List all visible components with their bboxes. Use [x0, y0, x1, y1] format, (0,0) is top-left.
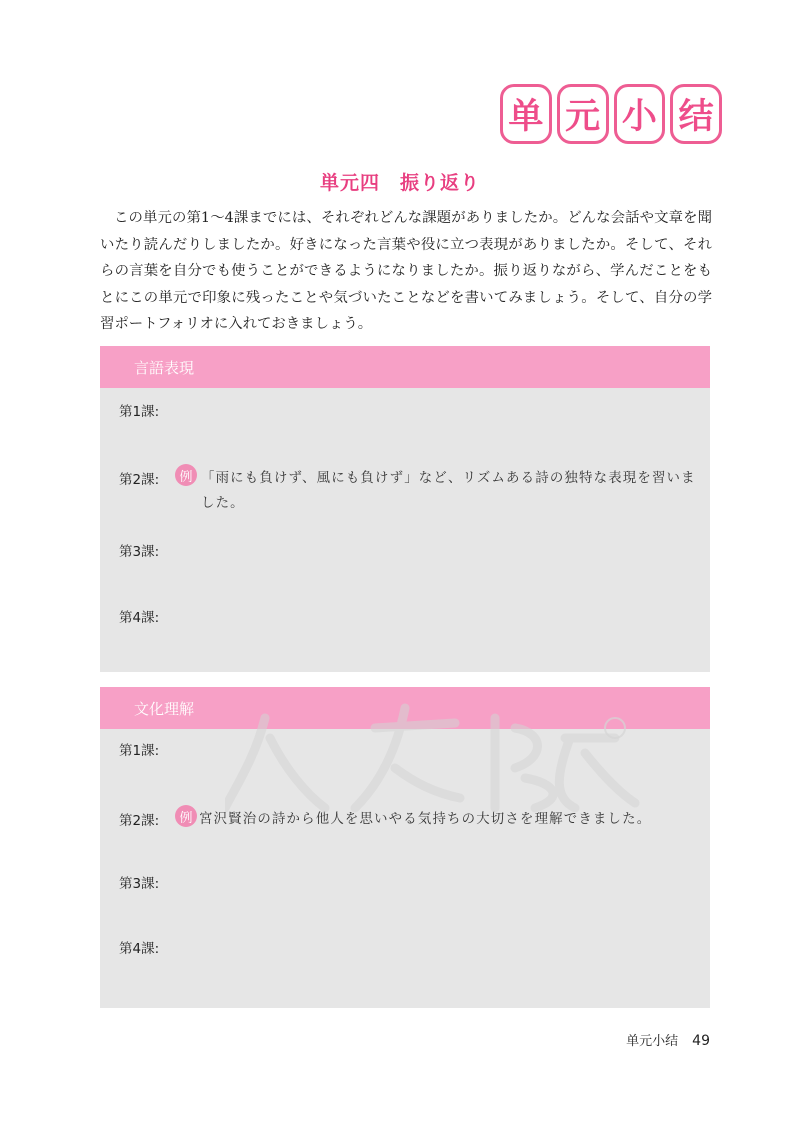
unit-title: 単元四 振り返り	[319, 172, 480, 194]
lesson-label: 第2課:	[119, 813, 160, 829]
lesson-label: 第3課:	[119, 544, 160, 560]
example-text: 宮沢賢治の詩から他人を思いやる気持ちの大切さを理解できました。	[199, 812, 652, 827]
example-badge: 例	[175, 805, 197, 827]
badge-char: 结	[670, 84, 722, 144]
language-expression-section	[100, 346, 710, 672]
lesson-label: 第4課:	[119, 610, 160, 626]
badge-char: 小	[614, 84, 666, 144]
unit-summary-badge	[500, 84, 722, 148]
badge-char: 单	[500, 84, 552, 144]
example-badge: 例	[175, 464, 197, 486]
section-header: 文化理解	[100, 687, 710, 729]
badge-char: 元	[557, 84, 609, 144]
cultural-understanding-section	[100, 687, 710, 1008]
footer-label: 单元小结	[626, 1034, 679, 1049]
lesson-label: 第1課:	[119, 743, 160, 759]
example-text: 「雨にも負けず、風にも負けず」など、リズムある詩の独特な表現を習いました。	[201, 471, 696, 511]
page-number: 49	[692, 1033, 710, 1049]
lesson-label: 第4課:	[119, 941, 160, 957]
page-footer	[626, 1030, 710, 1049]
lesson-label: 第1課:	[119, 404, 160, 420]
lesson-label: 第2課:	[119, 472, 160, 488]
section-header: 言語表現	[100, 346, 710, 388]
lesson-label: 第3課:	[119, 876, 160, 892]
intro-paragraph: この単元の第1～4課までには、それぞれどんな課題がありましたか。どんな会話や文章を聞いたり読んだりしましたか。好きになった言葉や役に立つ表現がありましたか。そして、それらの言葉を自分でも使うことができるようになりましたか。振り返りながら、学んだことをもとにこの単元で印象に残ったことや気づいたことなどを書いてみましょう。そして、自分の学習ポートフォリオに入れておきましょう。	[100, 210, 712, 332]
